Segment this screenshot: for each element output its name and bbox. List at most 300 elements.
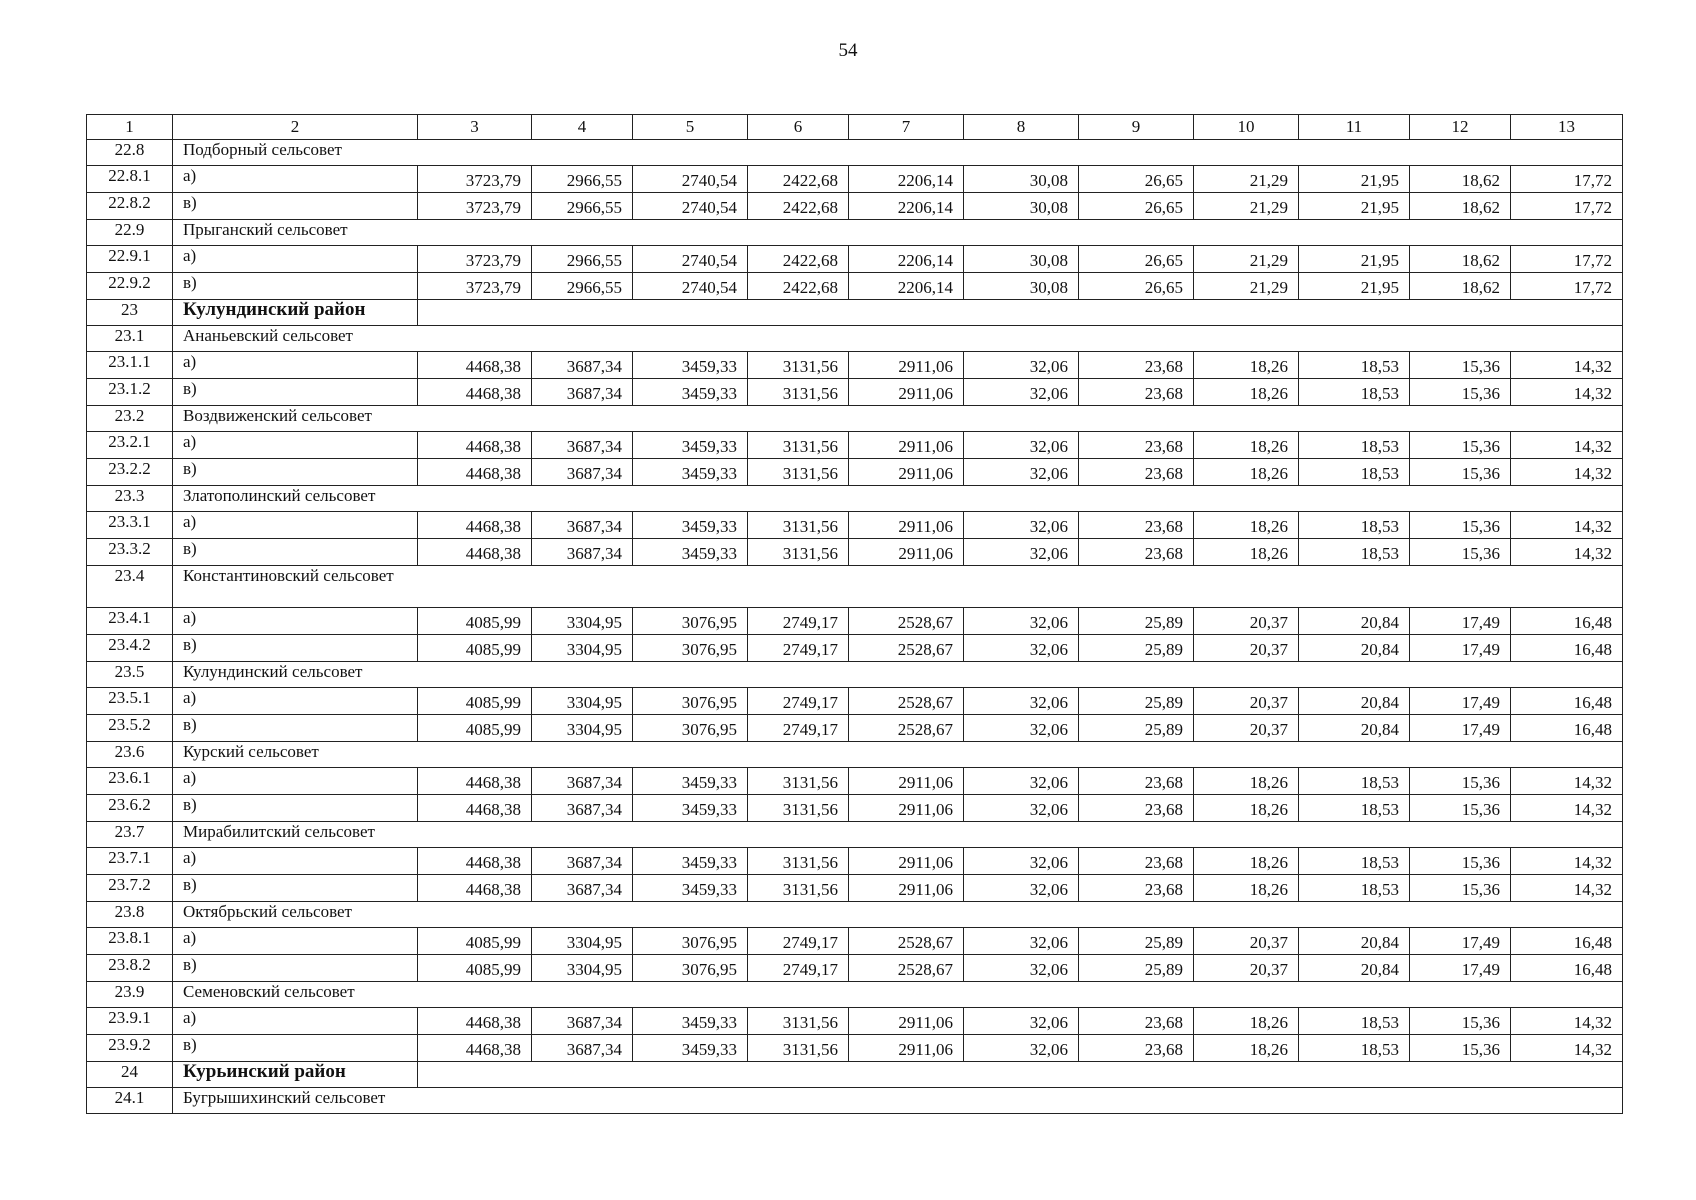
row-code: 23.3.2 — [87, 539, 173, 566]
value-cell: 32,06 — [964, 928, 1079, 955]
row-code: 23.8 — [87, 902, 173, 928]
value-cell: 4468,38 — [418, 379, 532, 406]
value-cell: 20,84 — [1299, 635, 1410, 662]
value-cell: 4085,99 — [418, 955, 532, 982]
value-cell: 32,06 — [964, 795, 1079, 822]
value-cell: 3459,33 — [633, 459, 748, 486]
value-cell: 3687,34 — [532, 795, 633, 822]
value-cell: 2206,14 — [849, 273, 964, 300]
row-code: 24.1 — [87, 1088, 173, 1114]
table-body — [87, 140, 1623, 1114]
value-cell: 18,53 — [1299, 432, 1410, 459]
value-cell: 3076,95 — [633, 955, 748, 982]
value-cell: 3459,33 — [633, 432, 748, 459]
value-cell: 2749,17 — [748, 715, 849, 742]
value-cell: 3459,33 — [633, 875, 748, 902]
value-cell: 3687,34 — [532, 432, 633, 459]
value-cell: 2911,06 — [849, 848, 964, 875]
value-cell: 3304,95 — [532, 715, 633, 742]
row-code: 23.5 — [87, 662, 173, 688]
row-label: в) — [173, 715, 418, 742]
table-row — [87, 539, 1623, 566]
value-cell: 18,62 — [1410, 246, 1511, 273]
value-cell: 32,06 — [964, 715, 1079, 742]
value-cell: 2528,67 — [849, 715, 964, 742]
value-cell: 18,26 — [1194, 512, 1299, 539]
value-cell: 3459,33 — [633, 379, 748, 406]
value-cell: 3459,33 — [633, 768, 748, 795]
value-cell: 2528,67 — [849, 955, 964, 982]
value-cell: 2740,54 — [633, 193, 748, 220]
empty-cell — [418, 140, 1623, 166]
value-cell: 3131,56 — [748, 795, 849, 822]
row-code: 23.7.1 — [87, 848, 173, 875]
value-cell: 18,53 — [1299, 848, 1410, 875]
value-cell: 18,26 — [1194, 848, 1299, 875]
row-code: 23.8.1 — [87, 928, 173, 955]
value-cell: 18,26 — [1194, 795, 1299, 822]
value-cell: 20,84 — [1299, 928, 1410, 955]
section-row — [87, 406, 1623, 432]
row-label: а) — [173, 246, 418, 273]
value-cell: 18,53 — [1299, 379, 1410, 406]
value-cell: 20,37 — [1194, 715, 1299, 742]
value-cell: 23,68 — [1079, 352, 1194, 379]
row-code: 23.2.1 — [87, 432, 173, 459]
value-cell: 20,37 — [1194, 635, 1299, 662]
value-cell: 17,72 — [1511, 193, 1623, 220]
value-cell: 2422,68 — [748, 166, 849, 193]
value-cell: 3304,95 — [532, 955, 633, 982]
row-label: а) — [173, 1008, 418, 1035]
value-cell: 18,62 — [1410, 166, 1511, 193]
header-cell: 11 — [1299, 115, 1410, 140]
empty-cell — [418, 220, 1623, 246]
value-cell: 3723,79 — [418, 193, 532, 220]
row-code: 23.9.1 — [87, 1008, 173, 1035]
value-cell: 3459,33 — [633, 512, 748, 539]
value-cell: 18,26 — [1194, 379, 1299, 406]
value-cell: 3723,79 — [418, 273, 532, 300]
row-code: 23.7 — [87, 822, 173, 848]
value-cell: 16,48 — [1511, 608, 1623, 635]
value-cell: 18,62 — [1410, 193, 1511, 220]
value-cell: 18,62 — [1410, 273, 1511, 300]
row-label: а) — [173, 352, 418, 379]
value-cell: 2966,55 — [532, 246, 633, 273]
value-cell: 32,06 — [964, 1008, 1079, 1035]
empty-cell — [418, 742, 1623, 768]
row-code: 22.9.1 — [87, 246, 173, 273]
value-cell: 4468,38 — [418, 875, 532, 902]
row-label: а) — [173, 608, 418, 635]
header-cell: 12 — [1410, 115, 1511, 140]
value-cell: 17,72 — [1511, 246, 1623, 273]
value-cell: 2206,14 — [849, 246, 964, 273]
value-cell: 32,06 — [964, 955, 1079, 982]
value-cell: 4468,38 — [418, 352, 532, 379]
value-cell: 3076,95 — [633, 635, 748, 662]
value-cell: 16,48 — [1511, 955, 1623, 982]
value-cell: 15,36 — [1410, 379, 1511, 406]
value-cell: 21,29 — [1194, 246, 1299, 273]
value-cell: 3687,34 — [532, 848, 633, 875]
value-cell: 32,06 — [964, 875, 1079, 902]
value-cell: 3076,95 — [633, 608, 748, 635]
value-cell: 18,26 — [1194, 1008, 1299, 1035]
table-row — [87, 875, 1623, 902]
value-cell: 25,89 — [1079, 928, 1194, 955]
value-cell: 14,32 — [1511, 848, 1623, 875]
table-row — [87, 193, 1623, 220]
section-row — [87, 822, 1623, 848]
section-name: Кулундинский сельсовет — [173, 662, 418, 688]
section-row — [87, 326, 1623, 352]
row-label: в) — [173, 459, 418, 486]
empty-cell — [418, 300, 1623, 326]
value-cell: 30,08 — [964, 193, 1079, 220]
value-cell: 2911,06 — [849, 768, 964, 795]
value-cell: 20,84 — [1299, 955, 1410, 982]
row-label: а) — [173, 848, 418, 875]
value-cell: 3459,33 — [633, 1008, 748, 1035]
value-cell: 15,36 — [1410, 352, 1511, 379]
value-cell: 23,68 — [1079, 379, 1194, 406]
value-cell: 4468,38 — [418, 539, 532, 566]
header-cell: 9 — [1079, 115, 1194, 140]
value-cell: 2749,17 — [748, 928, 849, 955]
value-cell: 3459,33 — [633, 539, 748, 566]
table-row — [87, 432, 1623, 459]
table-row — [87, 1035, 1623, 1062]
district-name: Курьинский район — [173, 1062, 418, 1088]
table-row — [87, 795, 1623, 822]
value-cell: 17,72 — [1511, 166, 1623, 193]
value-cell: 17,49 — [1410, 715, 1511, 742]
value-cell: 14,32 — [1511, 875, 1623, 902]
value-cell: 14,32 — [1511, 432, 1623, 459]
value-cell: 2422,68 — [748, 273, 849, 300]
value-cell: 2749,17 — [748, 608, 849, 635]
value-cell: 3131,56 — [748, 875, 849, 902]
value-cell: 2206,14 — [849, 193, 964, 220]
value-cell: 18,26 — [1194, 875, 1299, 902]
value-cell: 2911,06 — [849, 459, 964, 486]
value-cell: 14,32 — [1511, 1035, 1623, 1062]
value-cell: 26,65 — [1079, 193, 1194, 220]
value-cell: 15,36 — [1410, 512, 1511, 539]
row-code: 23.1.2 — [87, 379, 173, 406]
value-cell: 4468,38 — [418, 1035, 532, 1062]
value-cell: 17,49 — [1410, 928, 1511, 955]
row-label: в) — [173, 539, 418, 566]
value-cell: 3131,56 — [748, 432, 849, 459]
empty-cell — [418, 406, 1623, 432]
table-row — [87, 955, 1623, 982]
value-cell: 15,36 — [1410, 459, 1511, 486]
page-number: 54 — [838, 40, 858, 61]
value-cell: 18,26 — [1194, 539, 1299, 566]
section-row — [87, 486, 1623, 512]
section-row — [87, 662, 1623, 688]
row-code: 24 — [87, 1062, 173, 1088]
value-cell: 32,06 — [964, 539, 1079, 566]
value-cell: 2528,67 — [849, 928, 964, 955]
row-code: 22.9 — [87, 220, 173, 246]
value-cell: 3304,95 — [532, 688, 633, 715]
value-cell: 30,08 — [964, 273, 1079, 300]
row-code: 23 — [87, 300, 173, 326]
value-cell: 3687,34 — [532, 875, 633, 902]
value-cell: 2911,06 — [849, 539, 964, 566]
row-code: 23.3.1 — [87, 512, 173, 539]
section-row — [87, 140, 1623, 166]
table-row — [87, 768, 1623, 795]
value-cell: 32,06 — [964, 432, 1079, 459]
row-label: в) — [173, 875, 418, 902]
value-cell: 23,68 — [1079, 539, 1194, 566]
value-cell: 32,06 — [964, 352, 1079, 379]
value-cell: 4468,38 — [418, 1008, 532, 1035]
value-cell: 3459,33 — [633, 352, 748, 379]
value-cell: 2911,06 — [849, 795, 964, 822]
value-cell: 21,29 — [1194, 166, 1299, 193]
value-cell: 21,95 — [1299, 246, 1410, 273]
value-cell: 18,26 — [1194, 352, 1299, 379]
row-label: в) — [173, 379, 418, 406]
header-cell: 10 — [1194, 115, 1299, 140]
value-cell: 21,95 — [1299, 166, 1410, 193]
value-cell: 32,06 — [964, 688, 1079, 715]
row-code: 22.9.2 — [87, 273, 173, 300]
value-cell: 3076,95 — [633, 715, 748, 742]
value-cell: 3076,95 — [633, 928, 748, 955]
header-cell: 2 — [173, 115, 418, 140]
value-cell: 17,49 — [1410, 608, 1511, 635]
value-cell: 17,49 — [1410, 635, 1511, 662]
value-cell: 3459,33 — [633, 795, 748, 822]
value-cell: 3131,56 — [748, 539, 849, 566]
table-row — [87, 246, 1623, 273]
section-row — [87, 982, 1623, 1008]
value-cell: 3687,34 — [532, 1035, 633, 1062]
value-cell: 18,53 — [1299, 795, 1410, 822]
row-label: а) — [173, 768, 418, 795]
row-code: 23.4.2 — [87, 635, 173, 662]
row-code: 23.6 — [87, 742, 173, 768]
value-cell: 30,08 — [964, 246, 1079, 273]
section-row — [87, 566, 1623, 608]
value-cell: 4468,38 — [418, 432, 532, 459]
row-label: а) — [173, 432, 418, 459]
section-name: Константиновский сельсовет — [173, 566, 418, 608]
value-cell: 25,89 — [1079, 635, 1194, 662]
value-cell: 20,84 — [1299, 608, 1410, 635]
value-cell: 2740,54 — [633, 246, 748, 273]
value-cell: 2422,68 — [748, 193, 849, 220]
value-cell: 18,53 — [1299, 512, 1410, 539]
empty-cell — [418, 822, 1623, 848]
value-cell: 18,53 — [1299, 768, 1410, 795]
value-cell: 21,29 — [1194, 193, 1299, 220]
value-cell: 4468,38 — [418, 459, 532, 486]
value-cell: 26,65 — [1079, 273, 1194, 300]
value-cell: 23,68 — [1079, 875, 1194, 902]
row-label: в) — [173, 1035, 418, 1062]
section-name: Воздвиженский сельсовет — [173, 406, 418, 432]
value-cell: 14,32 — [1511, 795, 1623, 822]
district-row — [87, 1062, 1623, 1088]
tariff-table — [86, 114, 1623, 1114]
row-label: в) — [173, 273, 418, 300]
section-name: Семеновский сельсовет — [173, 982, 418, 1008]
header-cell: 3 — [418, 115, 532, 140]
value-cell: 3131,56 — [748, 1008, 849, 1035]
section-name: Бугрышихинский сельсовет — [173, 1088, 418, 1114]
value-cell: 26,65 — [1079, 166, 1194, 193]
section-name: Ананьевский сельсовет — [173, 326, 418, 352]
value-cell: 2911,06 — [849, 379, 964, 406]
row-label: в) — [173, 193, 418, 220]
value-cell: 18,26 — [1194, 1035, 1299, 1062]
header-cell: 4 — [532, 115, 633, 140]
value-cell: 2966,55 — [532, 273, 633, 300]
value-cell: 23,68 — [1079, 795, 1194, 822]
value-cell: 23,68 — [1079, 1035, 1194, 1062]
table-row — [87, 688, 1623, 715]
row-code: 22.8.2 — [87, 193, 173, 220]
row-code: 23.6.1 — [87, 768, 173, 795]
empty-cell — [418, 982, 1623, 1008]
value-cell: 15,36 — [1410, 848, 1511, 875]
value-cell: 2911,06 — [849, 512, 964, 539]
row-code: 23.8.2 — [87, 955, 173, 982]
header-cell: 7 — [849, 115, 964, 140]
row-code: 23.4.1 — [87, 608, 173, 635]
empty-cell — [418, 326, 1623, 352]
row-code: 23.1.1 — [87, 352, 173, 379]
table-row — [87, 715, 1623, 742]
value-cell: 3304,95 — [532, 635, 633, 662]
header-cell: 8 — [964, 115, 1079, 140]
value-cell: 4468,38 — [418, 768, 532, 795]
section-name: Октябрьский сельсовет — [173, 902, 418, 928]
value-cell: 14,32 — [1511, 379, 1623, 406]
value-cell: 15,36 — [1410, 795, 1511, 822]
value-cell: 3304,95 — [532, 928, 633, 955]
value-cell: 15,36 — [1410, 1008, 1511, 1035]
value-cell: 2422,68 — [748, 246, 849, 273]
empty-cell — [418, 662, 1623, 688]
value-cell: 2740,54 — [633, 166, 748, 193]
value-cell: 15,36 — [1410, 1035, 1511, 1062]
row-code: 22.8.1 — [87, 166, 173, 193]
value-cell: 23,68 — [1079, 848, 1194, 875]
value-cell: 3687,34 — [532, 512, 633, 539]
value-cell: 15,36 — [1410, 432, 1511, 459]
value-cell: 3131,56 — [748, 459, 849, 486]
section-row — [87, 1088, 1623, 1114]
value-cell: 18,53 — [1299, 1008, 1410, 1035]
value-cell: 3304,95 — [532, 608, 633, 635]
value-cell: 32,06 — [964, 768, 1079, 795]
value-cell: 4468,38 — [418, 848, 532, 875]
row-code: 23.9 — [87, 982, 173, 1008]
value-cell: 3687,34 — [532, 459, 633, 486]
value-cell: 25,89 — [1079, 688, 1194, 715]
value-cell: 2749,17 — [748, 635, 849, 662]
row-code: 22.8 — [87, 140, 173, 166]
value-cell: 3131,56 — [748, 848, 849, 875]
value-cell: 4085,99 — [418, 928, 532, 955]
value-cell: 2966,55 — [532, 193, 633, 220]
value-cell: 26,65 — [1079, 246, 1194, 273]
value-cell: 4468,38 — [418, 795, 532, 822]
row-label: а) — [173, 928, 418, 955]
value-cell: 16,48 — [1511, 928, 1623, 955]
row-label: в) — [173, 955, 418, 982]
value-cell: 3131,56 — [748, 512, 849, 539]
value-cell: 3687,34 — [532, 539, 633, 566]
header-cell: 13 — [1511, 115, 1623, 140]
value-cell: 3131,56 — [748, 379, 849, 406]
value-cell: 18,26 — [1194, 432, 1299, 459]
value-cell: 32,06 — [964, 512, 1079, 539]
table-row — [87, 273, 1623, 300]
value-cell: 4468,38 — [418, 512, 532, 539]
value-cell: 32,06 — [964, 635, 1079, 662]
value-cell: 2911,06 — [849, 1035, 964, 1062]
row-label: в) — [173, 795, 418, 822]
value-cell: 3687,34 — [532, 379, 633, 406]
value-cell: 21,95 — [1299, 193, 1410, 220]
empty-cell — [418, 486, 1623, 512]
empty-cell — [418, 902, 1623, 928]
value-cell: 14,32 — [1511, 512, 1623, 539]
table-row — [87, 459, 1623, 486]
value-cell: 2911,06 — [849, 1008, 964, 1035]
row-code: 23.1 — [87, 326, 173, 352]
section-name: Мирабилитский сельсовет — [173, 822, 418, 848]
value-cell: 20,37 — [1194, 688, 1299, 715]
row-code: 23.2.2 — [87, 459, 173, 486]
table-row — [87, 928, 1623, 955]
value-cell: 32,06 — [964, 1035, 1079, 1062]
value-cell: 2528,67 — [849, 608, 964, 635]
value-cell: 14,32 — [1511, 352, 1623, 379]
table-row — [87, 848, 1623, 875]
value-cell: 32,06 — [964, 608, 1079, 635]
value-cell: 4085,99 — [418, 635, 532, 662]
value-cell: 2911,06 — [849, 432, 964, 459]
value-cell: 18,26 — [1194, 459, 1299, 486]
value-cell: 23,68 — [1079, 432, 1194, 459]
value-cell: 21,95 — [1299, 273, 1410, 300]
value-cell: 14,32 — [1511, 768, 1623, 795]
value-cell: 3723,79 — [418, 166, 532, 193]
section-row — [87, 742, 1623, 768]
section-name: Подборный сельсовет — [173, 140, 418, 166]
value-cell: 2749,17 — [748, 955, 849, 982]
value-cell: 18,53 — [1299, 1035, 1410, 1062]
value-cell: 21,29 — [1194, 273, 1299, 300]
value-cell: 23,68 — [1079, 512, 1194, 539]
value-cell: 2911,06 — [849, 875, 964, 902]
value-cell: 25,89 — [1079, 955, 1194, 982]
row-code: 23.6.2 — [87, 795, 173, 822]
header-cell: 6 — [748, 115, 849, 140]
value-cell: 18,26 — [1194, 768, 1299, 795]
